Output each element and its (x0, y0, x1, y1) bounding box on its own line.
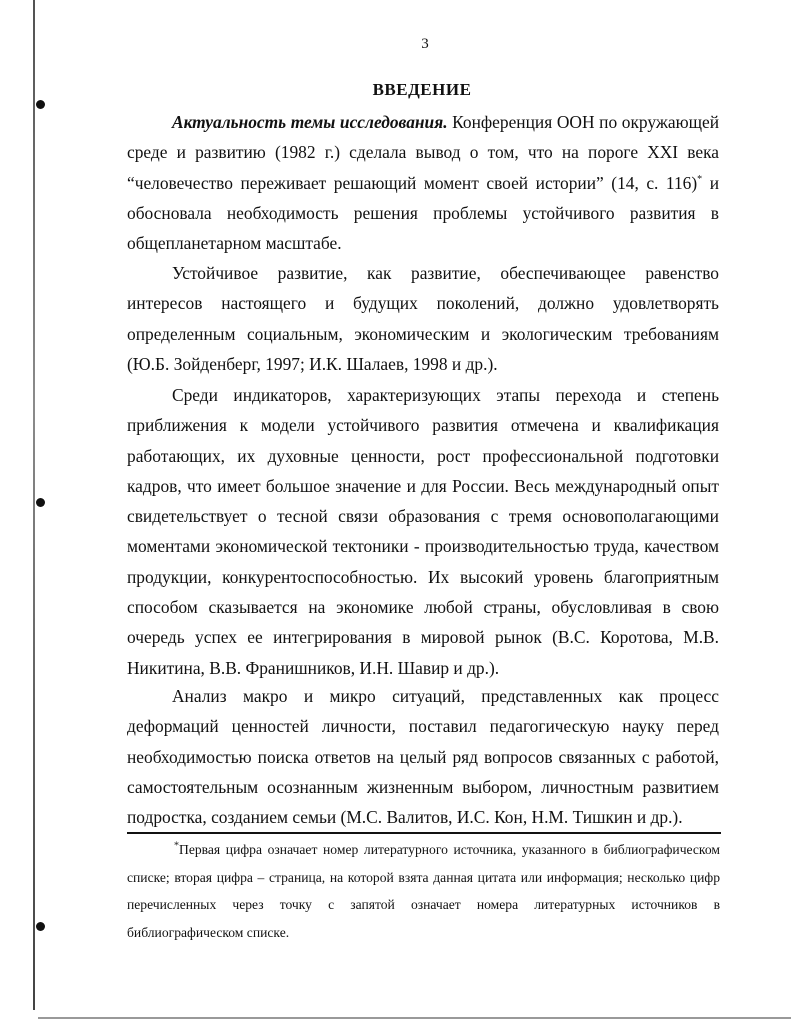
paragraph-relevance (127, 107, 719, 258)
footnote-reference: * (697, 173, 703, 185)
binding-hole-mark (36, 922, 45, 931)
footnote-divider (127, 832, 721, 834)
page-number: 3 (421, 36, 429, 52)
footnote-mark: * (174, 840, 179, 852)
paragraph-indicators: Среди индикаторов, характеризующих этапы перехода и степень приближения к модели устойчивого развития отмечена и квалификация работающих, их духовные ценности, рост профессиональной подготовки кадров, что имеет большое значение и для России. Весь международный опыт свидетельствует о тесной связи образования с тремя основополагающими моментами экономической тектоники - производительностью труда, качеством продукции, конкурентоспособностью. Их высокий уровень благоприятным способом сказывается на экономике любой страны, обусловливая в свою очередь успех ее интегрирования в мировой рынок (В.С. Коротова, М.В. Никитина, В.В. Франишников, И.Н. Шавир и др.). (127, 385, 719, 678)
relevance-tail: и обосновала необходимость решения проблемы устойчивого развития в общепланетарном масштабе. (127, 172, 720, 254)
binding-hole-mark (36, 498, 45, 507)
footnote-text: Первая цифра означает номер литературного источника, указанного в библиографическом списке; вторая цифра – страница, на которой взята данная цитата или информация; несколько цифр перечисленных через точку с запятой означает номера литературных источников в библиографическом списке. (127, 842, 720, 940)
relevance-lead: Актуальность темы исследования. (172, 112, 448, 132)
paragraph-sustainable-development: Устойчивое развитие, как развитие, обеспечивающее равенство интересов настоящего и будущих поколений, должно удовлетворять определенным социальным, экономическим и экологическим требованиям (Ю.Б. Зойденберг, 1997; И.К. Шалаев, 1998 и др.). (127, 263, 719, 374)
scan-bottom-edge (38, 1017, 791, 1019)
scan-left-edge (33, 0, 35, 1010)
relevance-text: Конференция ООН по окружающей среде и развитию (1982 г.) сделала вывод о том, что на пороге XXI века “человечество переживает решающий момент своей истории” (14, с. 116) (127, 112, 719, 193)
footnote (127, 836, 720, 946)
paragraph-analysis: Анализ макро и микро ситуаций, представленных как процесс деформаций ценностей личности, поставил педагогическую науку перед необходимостью поиска ответов на целый ряд вопросов связанных с работой, самостоятельным осознанным жизненным выбором, личностным развитием подростка, созданием семьи (М.С. Валитов, И.С. Кон, Н.М. Тишкин и др.). (127, 686, 719, 828)
binding-hole-mark (36, 100, 45, 109)
section-title: ВВЕДЕНИЕ (372, 80, 472, 99)
